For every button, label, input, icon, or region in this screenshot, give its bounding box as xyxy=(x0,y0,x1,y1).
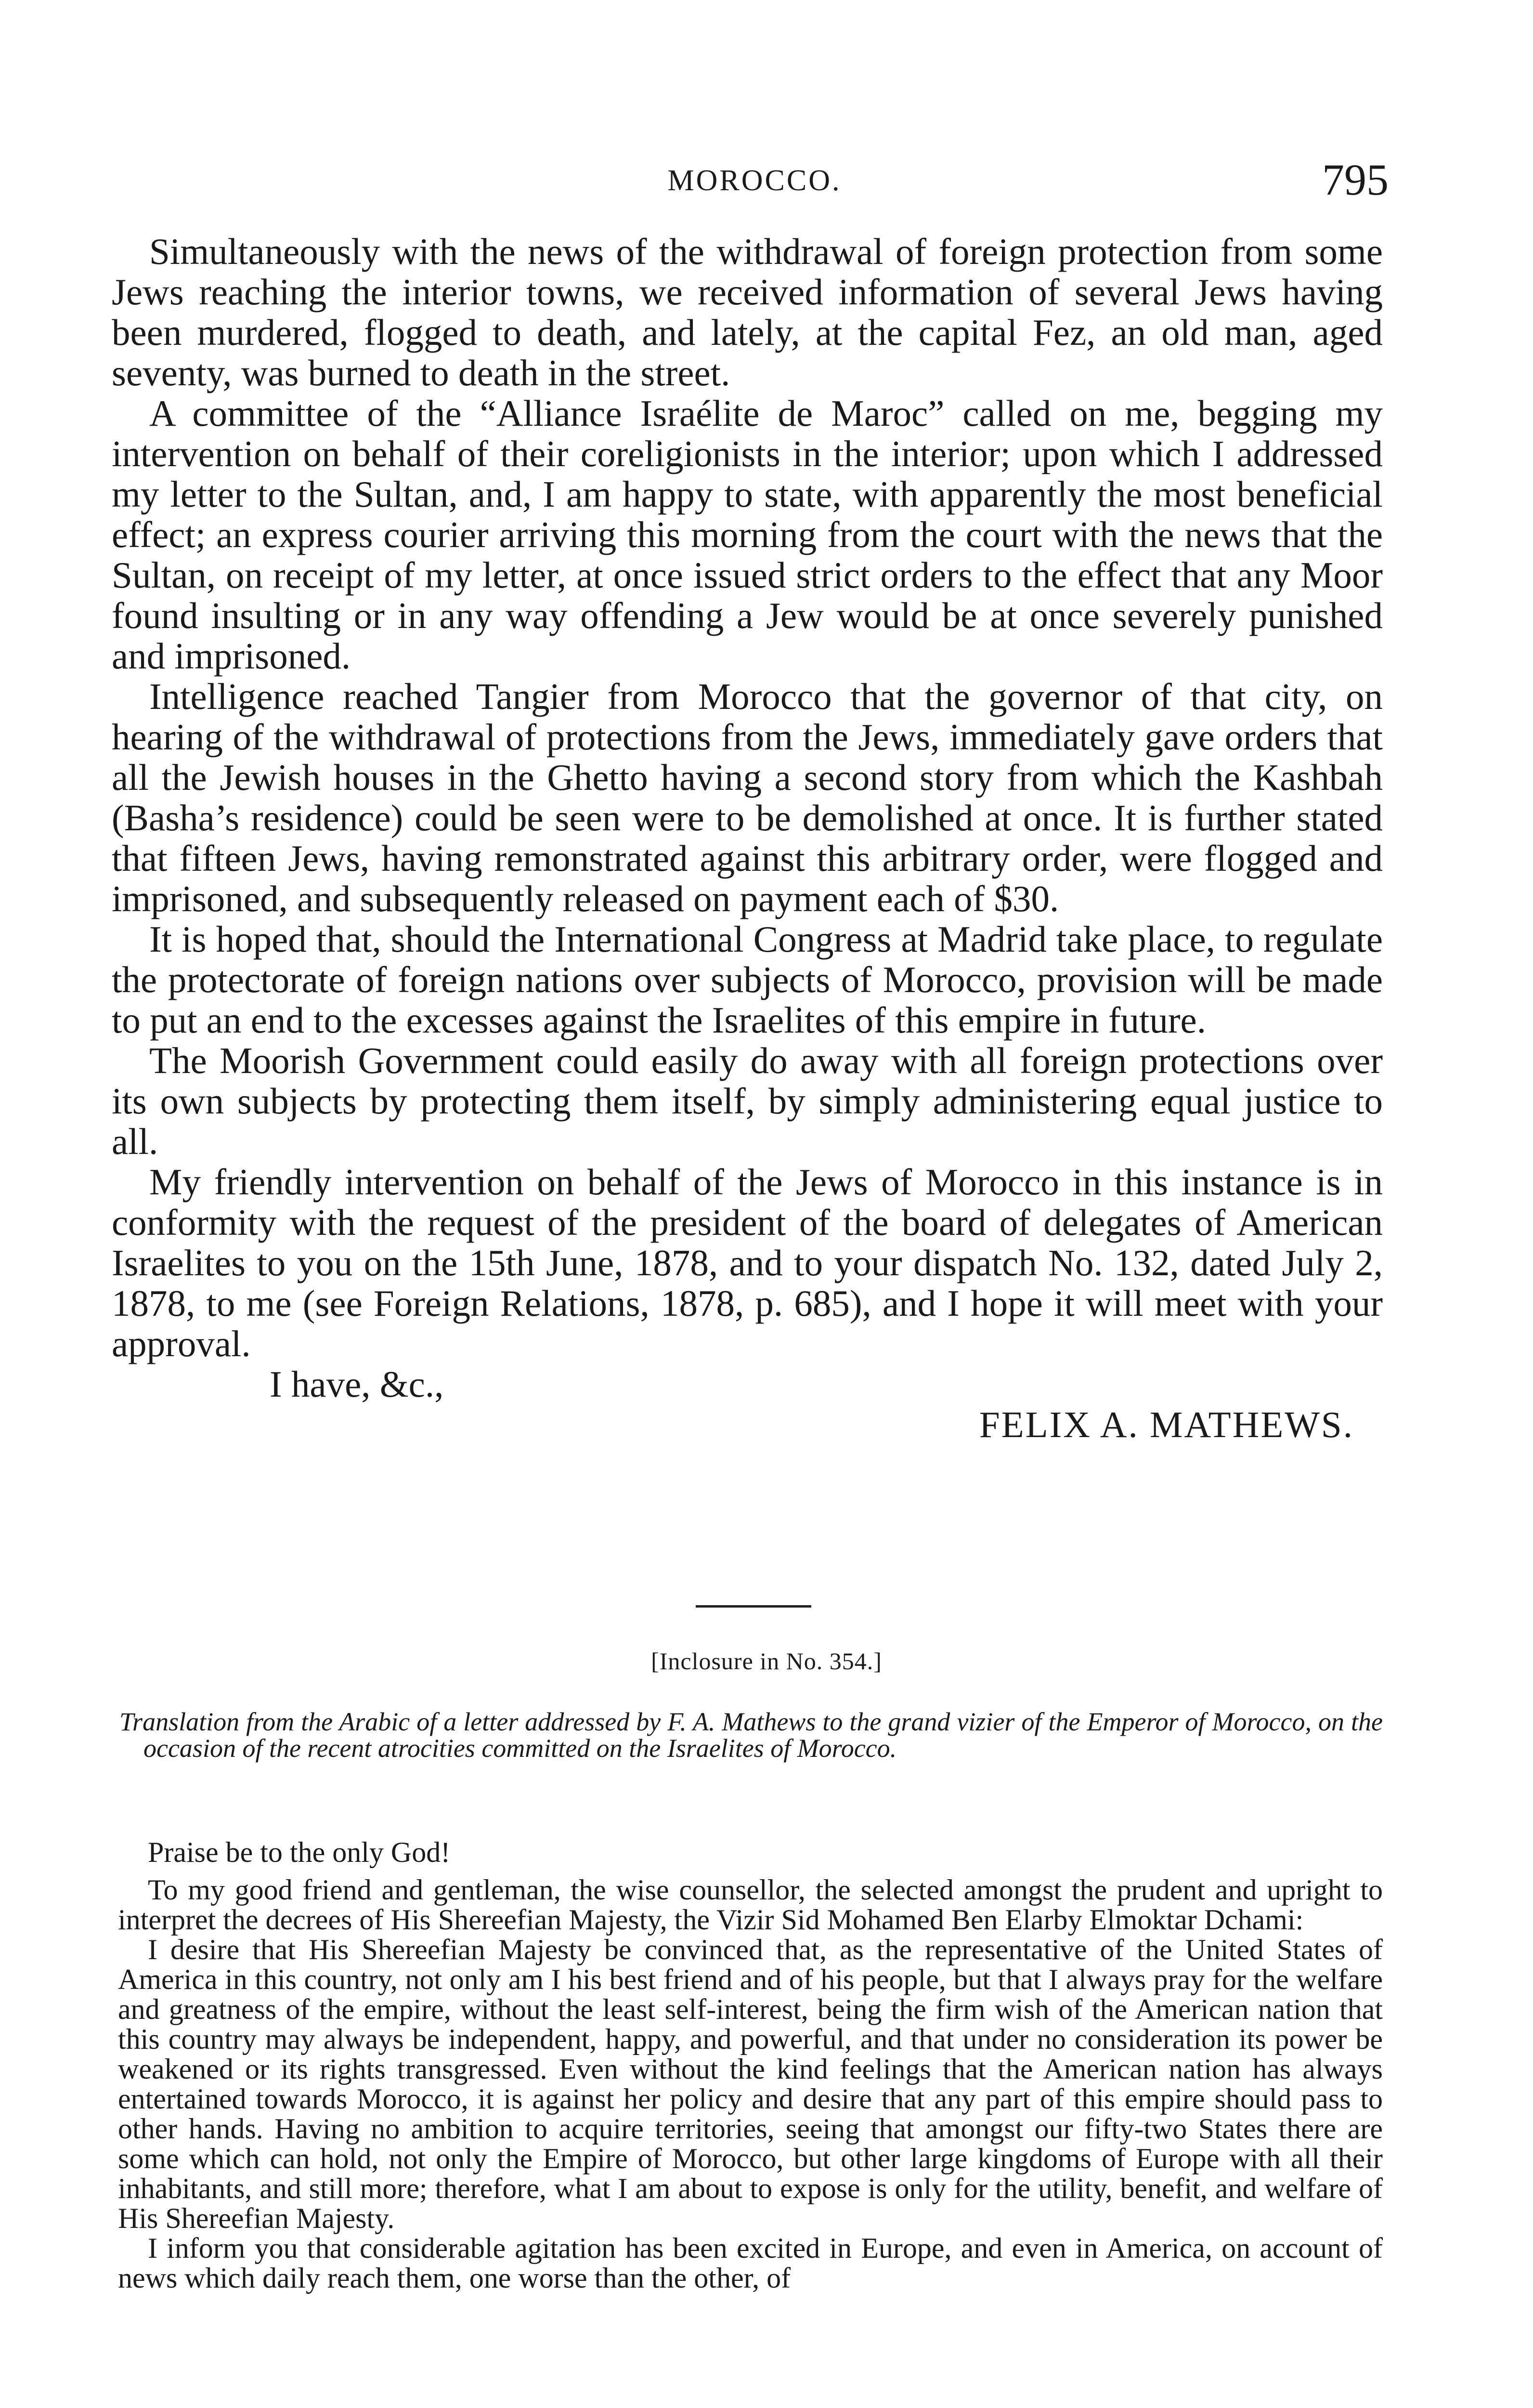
page-number: 795 xyxy=(1322,155,1389,204)
letter-paragraph: Simultaneously with the news of the withdrawal of foreign protection from some Jews reaching the interior towns, we received information of several Jews having been murdered, flogged to death, and lately, at the capital Fez, an old man, aged seventy, was burned to death in the street. xyxy=(112,231,1383,393)
section-divider xyxy=(696,1605,811,1608)
inclosure-body xyxy=(118,1837,1383,2293)
inclosure-caption: Translation from the Arabic of a letter addressed by F. A. Mathews to the grand vizier of the Emperor of Morocco, on the occasion of the recent atrocities committed on the Israelites of Morocco. xyxy=(119,1707,1383,1763)
letter-paragraph: A committee of the “Alliance Israélite de Maroc” called on me, begging my intervention on behalf of their coreligionists in the interior; upon which I addressed my letter to the Sultan, and, I am happy to state, with apparently the most beneficial effect; an express courier arriving this morning from the court with the news that the Sultan, on receipt of my letter, at once issued strict orders to the effect that any Moor found insulting or in any way offending a Jew would be at once severely punished and imprisoned. xyxy=(112,393,1383,677)
letter-closing: I have, &c., xyxy=(270,1363,444,1405)
inclosure-paragraph: Praise be to the only God! xyxy=(148,1836,451,1868)
inclosure-label: [Inclosure in No. 354.] xyxy=(651,1648,882,1675)
page-header xyxy=(120,155,1389,207)
running-title: MOROCCO. xyxy=(667,164,842,197)
inclosure-paragraph: I desire that His Shereefian Majesty be convinced that, as the representative of the United States of America in this country, not only am I his best friend and of his people, but that I always pray for the welfare and greatness of the empire, without the least self-interest, being the firm wish of the American nation that this country may always be independent, happy, and powerful, and that under no consideration its power be weakened or its rights transgressed. Even without the kind feelings that the American nation has always entertained towards Morocco, it is against her policy and desire that any part of this empire should pass to other hands. Having no ambition to acquire territories, seeing that amongst our fifty-two States there are some which can hold, not only the Empire of Morocco, but other large kingdoms of Europe with all their inhabitants, and still more; therefore, what I am about to expose is only for the utility, benefit, and welfare of His Shereefian Majesty. xyxy=(118,1934,1383,2234)
letter-paragraph: Intelligence reached Tangier from Morocco that the governor of that city, on hearing of the withdrawal of protections from the Jews, immediately gave orders that all the Jewish houses in the Ghetto having a second story from which the Kashbah (Basha’s residence) could be seen were to be demolished at once. It is further stated that fifteen Jews, having remonstrated against this arbitrary order, were flogged and imprisoned, and subsequently released on payment each of $30. xyxy=(112,676,1383,919)
letter-paragraph: My friendly intervention on behalf of the Jews of Morocco in this instance is in conformity with the request of the president of the board of delegates of American Israelites to you on the 15th June, 1878, and to your dispatch No. 132, dated July 2, 1878, to me (see Foreign Relations, 1878, p. 685), and I hope it will meet with your approval. xyxy=(112,1161,1383,1364)
letter-body xyxy=(112,231,1383,1445)
inclosure-caption-block xyxy=(119,1709,1383,1762)
letter-paragraph: It is hoped that, should the International Congress at Madrid take place, to regulate the protectorate of foreign nations over subjects of Morocco, provision will be made to put an end to the excesses against the Israelites of this empire in future. xyxy=(112,918,1383,1041)
inclosure-paragraph: I inform you that considerable agitation has been excited in Europe, and even in America, on account of news which daily reach them, one worse than the other, of xyxy=(118,2232,1383,2294)
letter-signature: FELIX A. MATHEWS. xyxy=(979,1404,1354,1445)
letter-paragraph: The Moorish Government could easily do away with all foreign protections over its own subjects by protecting them itself, by simply administering equal justice to all. xyxy=(112,1040,1383,1162)
inclosure-paragraph: To my good friend and gentleman, the wise counsellor, the selected amongst the prudent and upright to interpret the decrees of His Shereefian Majesty, the Vizir Sid Mohamed Ben Elarby Elmoktar Dchami: xyxy=(118,1874,1383,1936)
